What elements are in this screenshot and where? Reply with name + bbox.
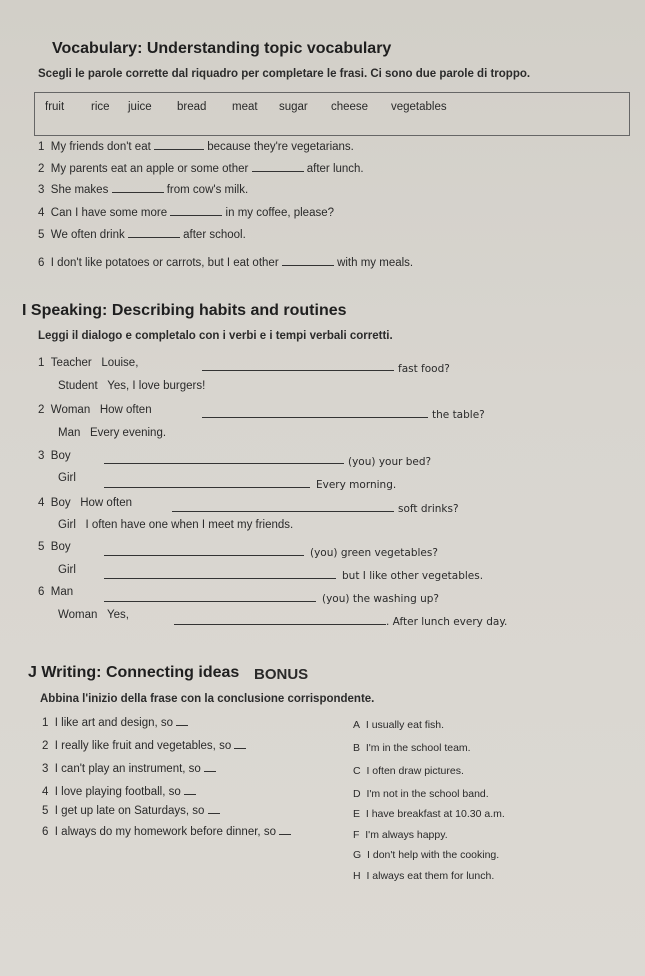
dialogue-tail: but I like other vegetables. [342,570,484,582]
sentence-start: 4 I love playing football, so [42,786,196,798]
answer-blank[interactable] [174,624,386,625]
sentence-ending: H I always eat them for lunch. [353,870,495,882]
vocab-item: 3 She makes from cow's milk. [38,184,249,196]
match-blank[interactable] [176,724,188,726]
dialogue-tail: the table? [432,409,485,421]
dialogue-line: Girl [58,472,76,484]
dialogue-line: 5 Boy [38,541,71,553]
vocab-item: 6 I don't like potatoes or carrots, but I eat other with my meals. [38,257,414,269]
dialogue-line: 1 Teacher Louise, [38,357,139,369]
vocab-item: 1 My friends don't eat because they're vegetarians. [38,141,354,153]
vocab-item: 2 My parents eat an apple or some other after lunch. [38,163,364,175]
writing-title: J Writing: Connecting ideas [28,664,240,681]
dialogue-tail: Every morning. [316,479,397,491]
word: vegetables [391,101,447,113]
dialogue-tail: (you) green vegetables? [310,547,438,559]
dialogue-line: Girl I often have one when I meet my friends. [58,519,294,531]
speaking-title: I Speaking: Describing habits and routines [22,302,347,319]
speaking-instruction: Leggi il dialogo e completalo con i verbi e i tempi verbali corretti. [38,330,393,342]
vocab-item: 5 We often drink after school. [38,229,246,241]
sentence-ending: D I'm not in the school band. [353,788,489,800]
dialogue-line: Woman Yes, [58,609,129,621]
sentence-start: 5 I get up late on Saturdays, so [42,805,220,817]
word: fruit [45,101,65,113]
answer-blank[interactable] [104,578,336,579]
sentence-start: 1 I like art and design, so [42,717,188,729]
dialogue-tail: (you) your bed? [348,456,432,468]
sentence-ending: E I have breakfast at 10.30 a.m. [353,808,505,820]
answer-blank[interactable] [202,417,428,418]
dialogue-line: 6 Man [38,586,74,598]
word: juice [128,101,152,113]
answer-blank[interactable] [170,214,222,216]
match-blank[interactable] [279,833,291,835]
sentence-ending: B I'm in the school team. [353,742,471,754]
answer-blank[interactable] [104,601,316,602]
word: bread [177,101,207,113]
sentence-ending: C I often draw pictures. [353,765,464,777]
vocab-title: Vocabulary: Understanding topic vocabulary [52,40,392,57]
sentence-ending: G I don't help with the cooking. [353,849,500,861]
dialogue-tail: fast food? [398,363,450,375]
dialogue-line: Man Every evening. [58,427,167,439]
answer-blank[interactable] [104,555,304,556]
vocab-instruction: Scegli le parole corrette dal riquadro per completare le frasi. Ci sono due parole di troppo. [38,68,531,80]
dialogue-line: Student Yes, I love burgers! [58,380,206,392]
dialogue-tail: (you) the washing up? [322,593,440,605]
answer-blank[interactable] [154,148,204,150]
vocab-item: 4 Can I have some more in my coffee, please? [38,207,335,219]
word: sugar [279,101,308,113]
bonus-label: BONUS [254,666,309,683]
dialogue-tail: soft drinks? [398,503,459,515]
match-blank[interactable] [234,747,246,749]
word: rice [91,101,110,113]
match-blank[interactable] [184,793,196,795]
answer-blank[interactable] [112,191,164,193]
dialogue-tail: . After lunch every day. [386,616,508,628]
answer-blank[interactable] [128,236,180,238]
answer-blank[interactable] [172,511,394,512]
sentence-ending: A I usually eat fish. [353,719,445,731]
sentence-ending: F I'm always happy. [353,829,448,841]
match-blank[interactable] [204,770,216,772]
dialogue-line: 4 Boy How often [38,497,132,509]
answer-blank[interactable] [104,487,310,488]
sentence-start: 2 I really like fruit and vegetables, so [42,740,246,752]
sentence-start: 6 I always do my homework before dinner, so [42,826,291,838]
match-blank[interactable] [208,812,220,814]
dialogue-line: 2 Woman How often [38,404,152,416]
answer-blank[interactable] [202,370,394,371]
dialogue-line: 3 Boy [38,450,71,462]
word-box [34,92,630,136]
dialogue-line: Girl [58,564,76,576]
answer-blank[interactable] [282,264,334,266]
answer-blank[interactable] [252,170,304,172]
word: cheese [331,101,369,113]
answer-blank[interactable] [104,463,344,464]
sentence-start: 3 I can't play an instrument, so [42,763,216,775]
writing-instruction: Abbina l'inizio della frase con la conclusione corrispondente. [40,693,375,705]
word: meat [232,101,258,113]
